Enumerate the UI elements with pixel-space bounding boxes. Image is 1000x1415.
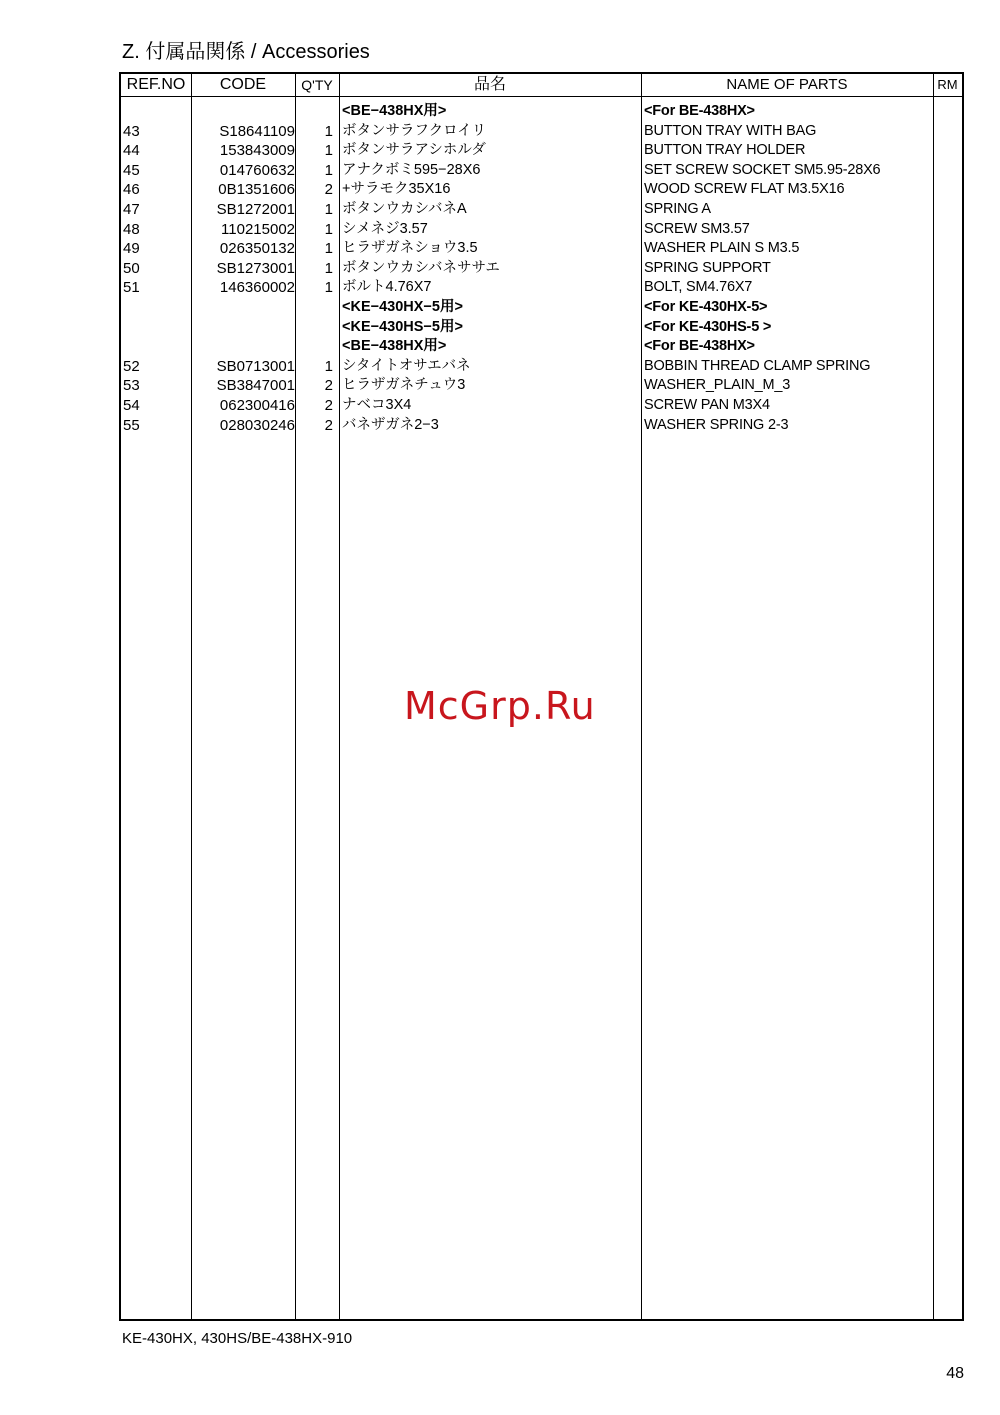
table-row bbox=[121, 220, 962, 240]
qty-cell: 1 bbox=[324, 161, 333, 179]
code-cell: 014760632 bbox=[219, 161, 295, 179]
code-cell bbox=[191, 318, 295, 338]
code-cell: 028030246 bbox=[219, 416, 295, 434]
header-rm: RM bbox=[937, 77, 958, 92]
table-row bbox=[121, 161, 962, 181]
header-ref: REF.NO bbox=[126, 76, 186, 93]
ref-cell: 51 bbox=[123, 279, 140, 297]
en-name-cell: <For KE-430HS-5 > bbox=[644, 318, 772, 335]
ref-cell: 46 bbox=[123, 181, 140, 199]
en-name-cell: WASHER_PLAIN_M_3 bbox=[644, 377, 791, 394]
qty-cell: 2 bbox=[324, 416, 333, 434]
code-cell bbox=[191, 298, 295, 318]
qty-cell: 1 bbox=[324, 240, 333, 258]
jp-name-cell: シタイトオサエバネ bbox=[342, 357, 471, 374]
qty-cell: 1 bbox=[324, 200, 333, 218]
code-cell: 146360002 bbox=[219, 279, 295, 297]
en-name-cell: <For BE-438HX> bbox=[644, 103, 755, 119]
footer-model: KE-430HX, 430HS/BE-438HX-910 bbox=[122, 1330, 353, 1347]
en-name-cell: WOOD SCREW FLAT M3.5X16 bbox=[644, 181, 845, 198]
jp-name-cell: バネザガネ2−3 bbox=[342, 416, 439, 433]
jp-name-cell: アナクボミ595−28X6 bbox=[342, 161, 481, 178]
jp-name-cell: +サラモク35X16 bbox=[342, 181, 451, 198]
ref-cell: 47 bbox=[123, 200, 140, 218]
qty-cell bbox=[295, 102, 333, 122]
table-row bbox=[121, 337, 962, 357]
code-cell: 026350132 bbox=[219, 240, 295, 258]
code-cell bbox=[191, 337, 295, 357]
qty-cell: 1 bbox=[324, 357, 333, 375]
code-cell: S18641109 bbox=[219, 122, 295, 140]
table-row bbox=[121, 102, 962, 122]
qty-cell: 1 bbox=[324, 279, 333, 297]
jp-name-cell: ナベコ3X4 bbox=[342, 396, 412, 413]
qty-cell: 2 bbox=[324, 181, 333, 199]
table-row bbox=[121, 376, 962, 396]
ref-cell: 49 bbox=[123, 240, 140, 258]
header-en-name: NAME OF PARTS bbox=[726, 76, 848, 93]
code-cell: 0B1351606 bbox=[218, 181, 295, 199]
code-cell: SB3847001 bbox=[216, 377, 295, 395]
code-cell: SB0713001 bbox=[216, 357, 295, 375]
header-code: CODE bbox=[219, 76, 267, 93]
watermark: McGrp.Ru bbox=[404, 684, 596, 728]
ref-cell bbox=[123, 337, 189, 357]
jp-name-cell: ボタンウカシバネササエ bbox=[342, 259, 500, 276]
en-name-cell: SCREW PAN M3X4 bbox=[644, 396, 770, 413]
table-body bbox=[121, 102, 962, 435]
en-name-cell: WASHER SPRING 2-3 bbox=[644, 416, 789, 433]
ref-cell bbox=[123, 298, 189, 318]
page-number: 48 bbox=[946, 1365, 964, 1382]
table-row bbox=[121, 259, 962, 279]
jp-name-cell: ボタンサラフクロイリ bbox=[342, 122, 487, 139]
en-name-cell: BOLT, SM4.76X7 bbox=[644, 279, 753, 296]
table-row bbox=[121, 396, 962, 416]
en-name-cell: <For BE-438HX> bbox=[644, 338, 755, 355]
qty-cell bbox=[295, 337, 333, 357]
table-row bbox=[121, 200, 962, 220]
en-name-cell: BUTTON TRAY HOLDER bbox=[644, 142, 806, 159]
jp-name-cell: <BE−438HX用> bbox=[342, 338, 447, 355]
jp-name-cell: ボルト4.76X7 bbox=[342, 279, 432, 296]
qty-cell: 1 bbox=[324, 220, 333, 238]
ref-cell: 48 bbox=[123, 220, 140, 238]
qty-cell: 1 bbox=[324, 122, 333, 140]
header-jp-name: 品名 bbox=[473, 76, 506, 93]
code-cell: 062300416 bbox=[219, 396, 295, 414]
code-cell: SB1272001 bbox=[216, 200, 295, 218]
jp-name-cell: ヒラザガネチュウ3 bbox=[342, 377, 466, 394]
ref-cell: 45 bbox=[123, 161, 140, 179]
ref-cell: 50 bbox=[123, 259, 140, 277]
qty-cell bbox=[295, 318, 333, 338]
code-cell: SB1273001 bbox=[216, 259, 295, 277]
ref-cell bbox=[123, 318, 189, 338]
jp-name-cell: <KE−430HS−5用> bbox=[342, 318, 463, 335]
table-row bbox=[121, 141, 962, 161]
ref-cell: 55 bbox=[123, 416, 140, 434]
ref-cell: 52 bbox=[123, 357, 140, 375]
qty-cell: 2 bbox=[324, 396, 333, 414]
jp-name-cell: ヒラザガネショウ3.5 bbox=[342, 240, 478, 257]
jp-name-cell: <BE−438HX用> bbox=[342, 103, 447, 119]
qty-cell: 2 bbox=[324, 377, 333, 395]
ref-cell: 54 bbox=[123, 396, 140, 414]
code-cell: 110215002 bbox=[221, 220, 295, 238]
en-name-cell: WASHER PLAIN S M3.5 bbox=[644, 240, 800, 257]
table-row bbox=[121, 278, 962, 298]
code-cell bbox=[191, 102, 295, 122]
page-title: Z. 付属品関係 / Accessories bbox=[122, 41, 370, 63]
code-cell: 153843009 bbox=[219, 142, 295, 160]
jp-name-cell: ボタンウカシバネA bbox=[342, 200, 467, 217]
table-row bbox=[121, 239, 962, 259]
en-name-cell: SET SCREW SOCKET SM5.95-28X6 bbox=[644, 161, 881, 178]
table-row bbox=[121, 122, 962, 142]
ref-cell: 53 bbox=[123, 377, 140, 395]
qty-cell: 1 bbox=[324, 259, 333, 277]
en-name-cell: SPRING A bbox=[644, 200, 711, 217]
header-divider bbox=[121, 96, 962, 97]
qty-cell: 1 bbox=[324, 142, 333, 160]
jp-name-cell: <KE−430HX−5用> bbox=[342, 298, 463, 315]
table-row bbox=[121, 357, 962, 377]
qty-cell bbox=[295, 298, 333, 318]
table-row bbox=[121, 298, 962, 318]
jp-name-cell: ボタンサラアシホルダ bbox=[342, 142, 486, 159]
en-name-cell: BUTTON TRAY WITH BAG bbox=[644, 122, 817, 139]
table-row bbox=[121, 318, 962, 338]
en-name-cell: SCREW SM3.57 bbox=[644, 220, 750, 237]
jp-name-cell: シメネジ3.57 bbox=[342, 220, 428, 237]
en-name-cell: BOBBIN THREAD CLAMP SPRING bbox=[644, 357, 871, 374]
table-row bbox=[121, 180, 962, 200]
ref-cell: 44 bbox=[123, 142, 140, 160]
ref-cell bbox=[123, 102, 189, 122]
ref-cell: 43 bbox=[123, 122, 140, 140]
header-qty: Q'TY bbox=[301, 77, 333, 93]
en-name-cell: SPRING SUPPORT bbox=[644, 259, 771, 276]
table-row bbox=[121, 416, 962, 436]
en-name-cell: <For KE-430HX-5> bbox=[644, 298, 768, 315]
